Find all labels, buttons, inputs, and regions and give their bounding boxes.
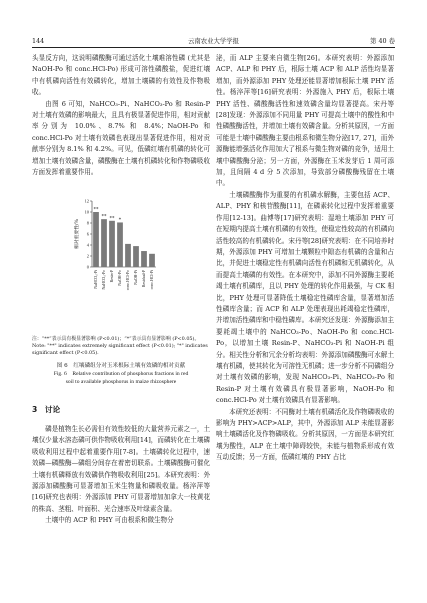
paragraph: 泌，而 ALP 主要来自微生物[26]。本研究表明：外源添加 ACP、ALP 和 PHY 后，根际土壤 ACP 和 ALP 活性均显著增加，而外源添加 PHY 处理还能显著增加根际土壤 PHY 活性。杨淬萍等[16]研究表明：外源施入 PHY 后，根际土壤 PHY 活性、磷酸酶活性和速效磷含量均显著提高。宋丹等[28]发现：外源添加不同用量 PHY 可提高土壤中的酸性和中性磷酸酶活性，并增加土壤有效磷含量。分析其原因，一方面可能是土壤中磷酸酶主要由根系和微生物分泌[17, 27]，而外源酶能增强活化作用加大了根系与微生物对磷的竞争，适用土壤中磷酸酶分泌；另一方面，外源酶在玉米发芽后 1 周可添加，且间隔 4 d 分 5 次添加，导致部分磷酸酶残留在土壤中。: [216, 54, 394, 188]
bar: [133, 246, 139, 267]
paragraph: 土壤中的 ACP 和 PHY 可由根系和微生物分: [45, 516, 174, 525]
volume-label: 第 40 卷: [370, 37, 395, 45]
left-column-bottom: [32, 424, 210, 527]
x-tick-label: conc.HCl-Po: [125, 270, 130, 291]
y-axis-label: 相对重要性/%: [75, 218, 80, 250]
significance-label: **: [109, 216, 115, 222]
x-tick-label: NaHCO₃-Po: [101, 270, 106, 290]
bar: [109, 221, 115, 267]
running-header: [32, 36, 395, 46]
y-tick-label: 4: [86, 242, 89, 248]
y-tick-label: 12: [84, 198, 89, 204]
figure-note-en: Note: "**" indicates extremely significant effect (P<0.01); "*" indicates significant effect (P<0.05).: [32, 343, 208, 357]
x-tick-label: Resin-P: [109, 270, 114, 283]
significance-label: **: [101, 214, 107, 220]
figure-caption-cn: 图 6 红壤磷组分对玉米根际土壤有效磷的相对贡献: [56, 363, 186, 369]
paragraph: 土壤磷酸酶作为重要的有机磷水解酶，主要包括 ACP、ALP、PHY 和核苷酸酶[11]，在磷素转化过程中发挥着重要作用[12-13]。曲博等[17]研究表明：湿地土壤添加 PHY 可在短期内提高土壤有机磷的有效性，使稳定性较高的有机磷向活性较高的有机磷转化。宋丹等[28]研究表明：在不同培养时期，外源添加 PHY 可增加土壤颗粒中隙态有机磷的含量和占比，并促进土壤稳定性有机磷向活性有机磷和无机磷转化，从而提高土壤磷的有效性。在本研究中，添加不同外源酶主要耗竭土壤有机磷库，且以 PHY 处理的转化作用最强，与 CK 相比，PHY 处理可显著降低土壤稳定性磷库含量，显著增加活性磷库含量；而 ACP 和 ALP 处理表现出耗竭稳定性磷库，并增加活性磷库和中稳性磷库。本研究还发现：外源酶添加主要耗竭土壤中的 NaHCO₃-Po、NaOH-Po 和 conc.HCl-Po，以增加土壤 Resin-P、NaHCO₃-Pi 和 NaOH-Pi 组分。相关性分析和冗余分析均表明：外源添加磷酸酶可水解土壤有机磷，使其转化为可溶性无机磷；进一步分析不同磷组分对土壤有效磷的影响，发现 NaHCO₃-Pi、NaHCO₃-Po 和 Resin-P 对土壤有效磷具有极显著影响，NaOH-Po 和 conc.HCl-Po 对土壤有效磷具有显著影响。: [216, 190, 394, 405]
y-tick-label: 0: [86, 264, 89, 270]
bar: [117, 222, 123, 267]
figure-caption: [32, 362, 210, 387]
section-heading: 3 讨论: [32, 405, 61, 414]
figure-note: [32, 336, 210, 358]
header-rule: [32, 47, 395, 48]
bar-chart: [32, 189, 210, 339]
paragraph: 本研究还表明：不同酶对土壤有机磷活化及作物磷吸收的影响为 PHY>ACP>ALP，其中，外源添加 ALP 未能显著影响土壤磷活化及作物磷吸收。分析其原因，一方面是本研究红壤为酸性，ALP 在土壤中障碍较快，未能与植物系形成有效互动反馈；另一方面，低磷红壤的 PHY 占比: [216, 407, 394, 462]
figure-6: [32, 189, 210, 339]
paragraph: 由图 6 可知，NaHCO₃-Pi、NaHCO₃-Po 和 Resin-P 对土壤有效磷的影响最大，且具有极显著促进作用，相对贡献率分别为 10.0%、8.7% 和 8.4%；NaOH-Po 和 conc.HCl-Po 对土壤有效磷也表现出显著促进作用，相对贡献率分别为 8.1% 和 4.2%。可见，低磷红壤有机磷的转化可增加土壤有效磷含量，磷酸酶在土壤有机磷转化和作物磷吸收方面发挥着重要作用。: [32, 99, 210, 177]
y-tick-label: 8: [86, 220, 89, 226]
paragraph: 头显反方向，这说明磷酸酶可通过活化土壤难溶性磷 (尤其是 NaOH-Po 和 conc.HCl-Po) 形成可溶性磷酸盐，促进红壤中有机磷向活性有效磷转化，增加土壤磷的有效性及作物吸收。: [32, 54, 210, 97]
x-tick-label: NaOH-Pi: [133, 270, 138, 285]
x-tick-label: Residual-P: [141, 270, 146, 288]
x-tick-label: NaOH-Po: [117, 270, 122, 286]
bar: [125, 244, 131, 267]
bar: [141, 251, 147, 267]
y-tick-label: 10: [84, 209, 89, 215]
significance-label: *: [118, 217, 122, 223]
figure-note-cn: 注：“**”表示具有极显著影响 (P<0.01)；“*”表示具有显著影响 (P<0.05)。: [32, 336, 200, 342]
significance-label: **: [93, 207, 99, 213]
bar: [101, 219, 107, 267]
y-tick-label: 2: [86, 253, 89, 259]
left-column-top: [32, 53, 210, 178]
bar: [149, 254, 155, 267]
x-tick-label: conc.HCl-Pi: [149, 270, 154, 290]
journal-title: 云南农业大学学报: [187, 37, 240, 45]
figure-caption-en-2: soil to available phosphorus in maize rhizosphere: [65, 379, 177, 386]
y-tick-label: 6: [86, 231, 89, 237]
bar: [93, 212, 99, 267]
figure-caption-en-1: Fig. 6 Relative contribution of phosphorus fractions in red: [53, 371, 189, 378]
paragraph: 磷是植物生长必需但有效性较低的大量营养元素之一，土壤仅少量水溶态磷可供作物吸收利用[14]，而磷转化在土壤磷吸收利用过程中起着重要作用[7-8]。土壤磷转化过程中，速效磷—磷酸酶—磷组分间存在着密切联系。土壤磷酸酶可催化土壤有机磷释放有效磷供作物吸收利用[25]。本研究表明：外源添加磷酸酶可显著增加玉米生物量和磷吸收量。杨淬萍等[16]研究也表明：外源添加 PHY 可显著增加加拿大一枝黄花的株高、茎粗、叶面积、光合速率及叶绿素含量。: [32, 425, 210, 513]
page-number: 144: [32, 37, 45, 45]
right-column: [216, 53, 394, 464]
x-tick-label: NaHCO₃-Pi: [93, 270, 98, 289]
